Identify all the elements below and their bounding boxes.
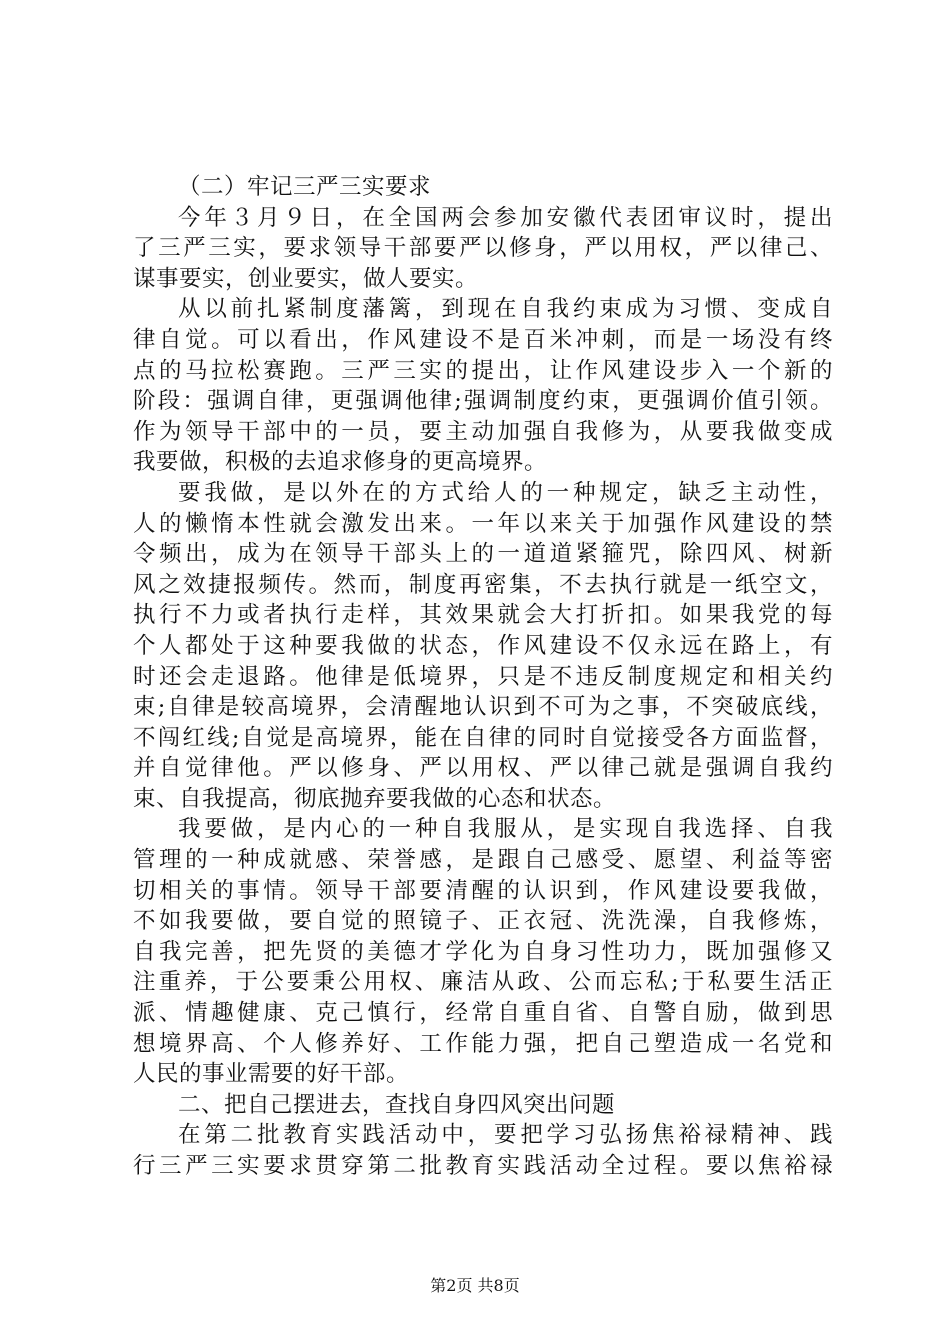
text-line: 管理的一种成就感、荣誉感，是跟自己感受、愿望、利益等密 — [133, 847, 833, 874]
document-body — [133, 172, 833, 1182]
text-line: 律自觉。可以看出，作风建设不是百米冲刺，而是一场没有终 — [133, 326, 833, 353]
text-line: 束、自我提高，彻底抛弃要我做的心态和状态。 — [133, 785, 617, 812]
text-line: 派、情趣健康、克己慎行，经常自重自省、自警自励，做到思 — [133, 1000, 833, 1027]
text-line: 点的马拉松赛跑。三严三实的提出，让作风建设步入一个新的 — [133, 357, 833, 384]
text-line: 令频出，成为在领导干部头上的一道道紧箍咒，除四风、树新 — [133, 541, 833, 568]
text-line: 时还会走退路。他律是低境界，只是不违反制度规定和相关约 — [133, 663, 833, 690]
text-line: 从以前扎紧制度藩篱，到现在自我约束成为习惯、变成自 — [178, 296, 833, 323]
text-line: 执行不力或者执行走样，其效果就会大打折扣。如果我党的每 — [133, 602, 833, 629]
text-line: 阶段：强调自律，更强调他律;强调制度约束，更强调价值引领。 — [133, 388, 833, 415]
text-line: 束;自律是较高境界，会清醒地认识到不可为之事，不突破底线， — [133, 694, 833, 721]
text-line: 了三严三实，要求领导干部要严以修身，严以用权，严以律己、 — [133, 235, 833, 262]
text-line: 并自觉律他。严以修身、严以用权、严以律己就是强调自我约 — [133, 755, 833, 782]
text-line: 个人都处于这种要我做的状态，作风建设不仅永远在路上，有 — [133, 632, 833, 659]
text-line: 不闯红线;自觉是高境界，能在自律的同时自觉接受各方面监督， — [133, 724, 833, 751]
text-line: （二）牢记三严三实要求 — [178, 174, 432, 200]
text-line: 我要做，是内心的一种自我服从，是实现自我选择、自我 — [178, 816, 833, 843]
text-line: 不如我要做，要自觉的照镜子、正衣冠、洗洗澡，自我修炼， — [133, 908, 833, 935]
text-line: 要我做，是以外在的方式给人的一种规定，缺乏主动性， — [178, 479, 833, 506]
text-line: 行三严三实要求贯穿第二批教育实践活动全过程。要以焦裕禄 — [133, 1153, 833, 1179]
page-footer: 第2页 共8页 — [430, 1276, 520, 1295]
text-line: 二、把自己摆进去，查找自身四风突出问题 — [178, 1091, 616, 1118]
text-line: 我要做，积极的去追求修身的更高境界。 — [133, 449, 548, 476]
text-line: 作为领导干部中的一员，要主动加强自我修为，从要我做变成 — [133, 418, 833, 445]
text-line: 想境界高、个人修养好、工作能力强，把自己塑造成一名党和 — [133, 1030, 833, 1057]
text-line: 在第二批教育实践活动中，要把学习弘扬焦裕禄精神、践 — [178, 1122, 833, 1149]
text-line: 风之效捷报频传。然而，制度再密集，不去执行就是一纸空文， — [133, 571, 833, 598]
text-line: 人民的事业需要的好干部。 — [133, 1061, 410, 1088]
text-line: 今年３月９日，在全国两会参加安徽代表团审议时，提出 — [178, 204, 833, 231]
text-line: 注重养，于公要秉公用权、廉洁从政、公而忘私;于私要生活正 — [133, 969, 833, 996]
text-line: 谋事要实，创业要实，做人要实。 — [133, 265, 479, 292]
text-line: 人的懒惰本性就会激发出来。一年以来关于加强作风建设的禁 — [133, 510, 833, 537]
text-line: 自我完善，把先贤的美德才学化为自身习性功力，既加强修又 — [133, 938, 833, 965]
text-line: 切相关的事情。领导干部要清醒的认识到，作风建设要我做， — [133, 877, 833, 904]
